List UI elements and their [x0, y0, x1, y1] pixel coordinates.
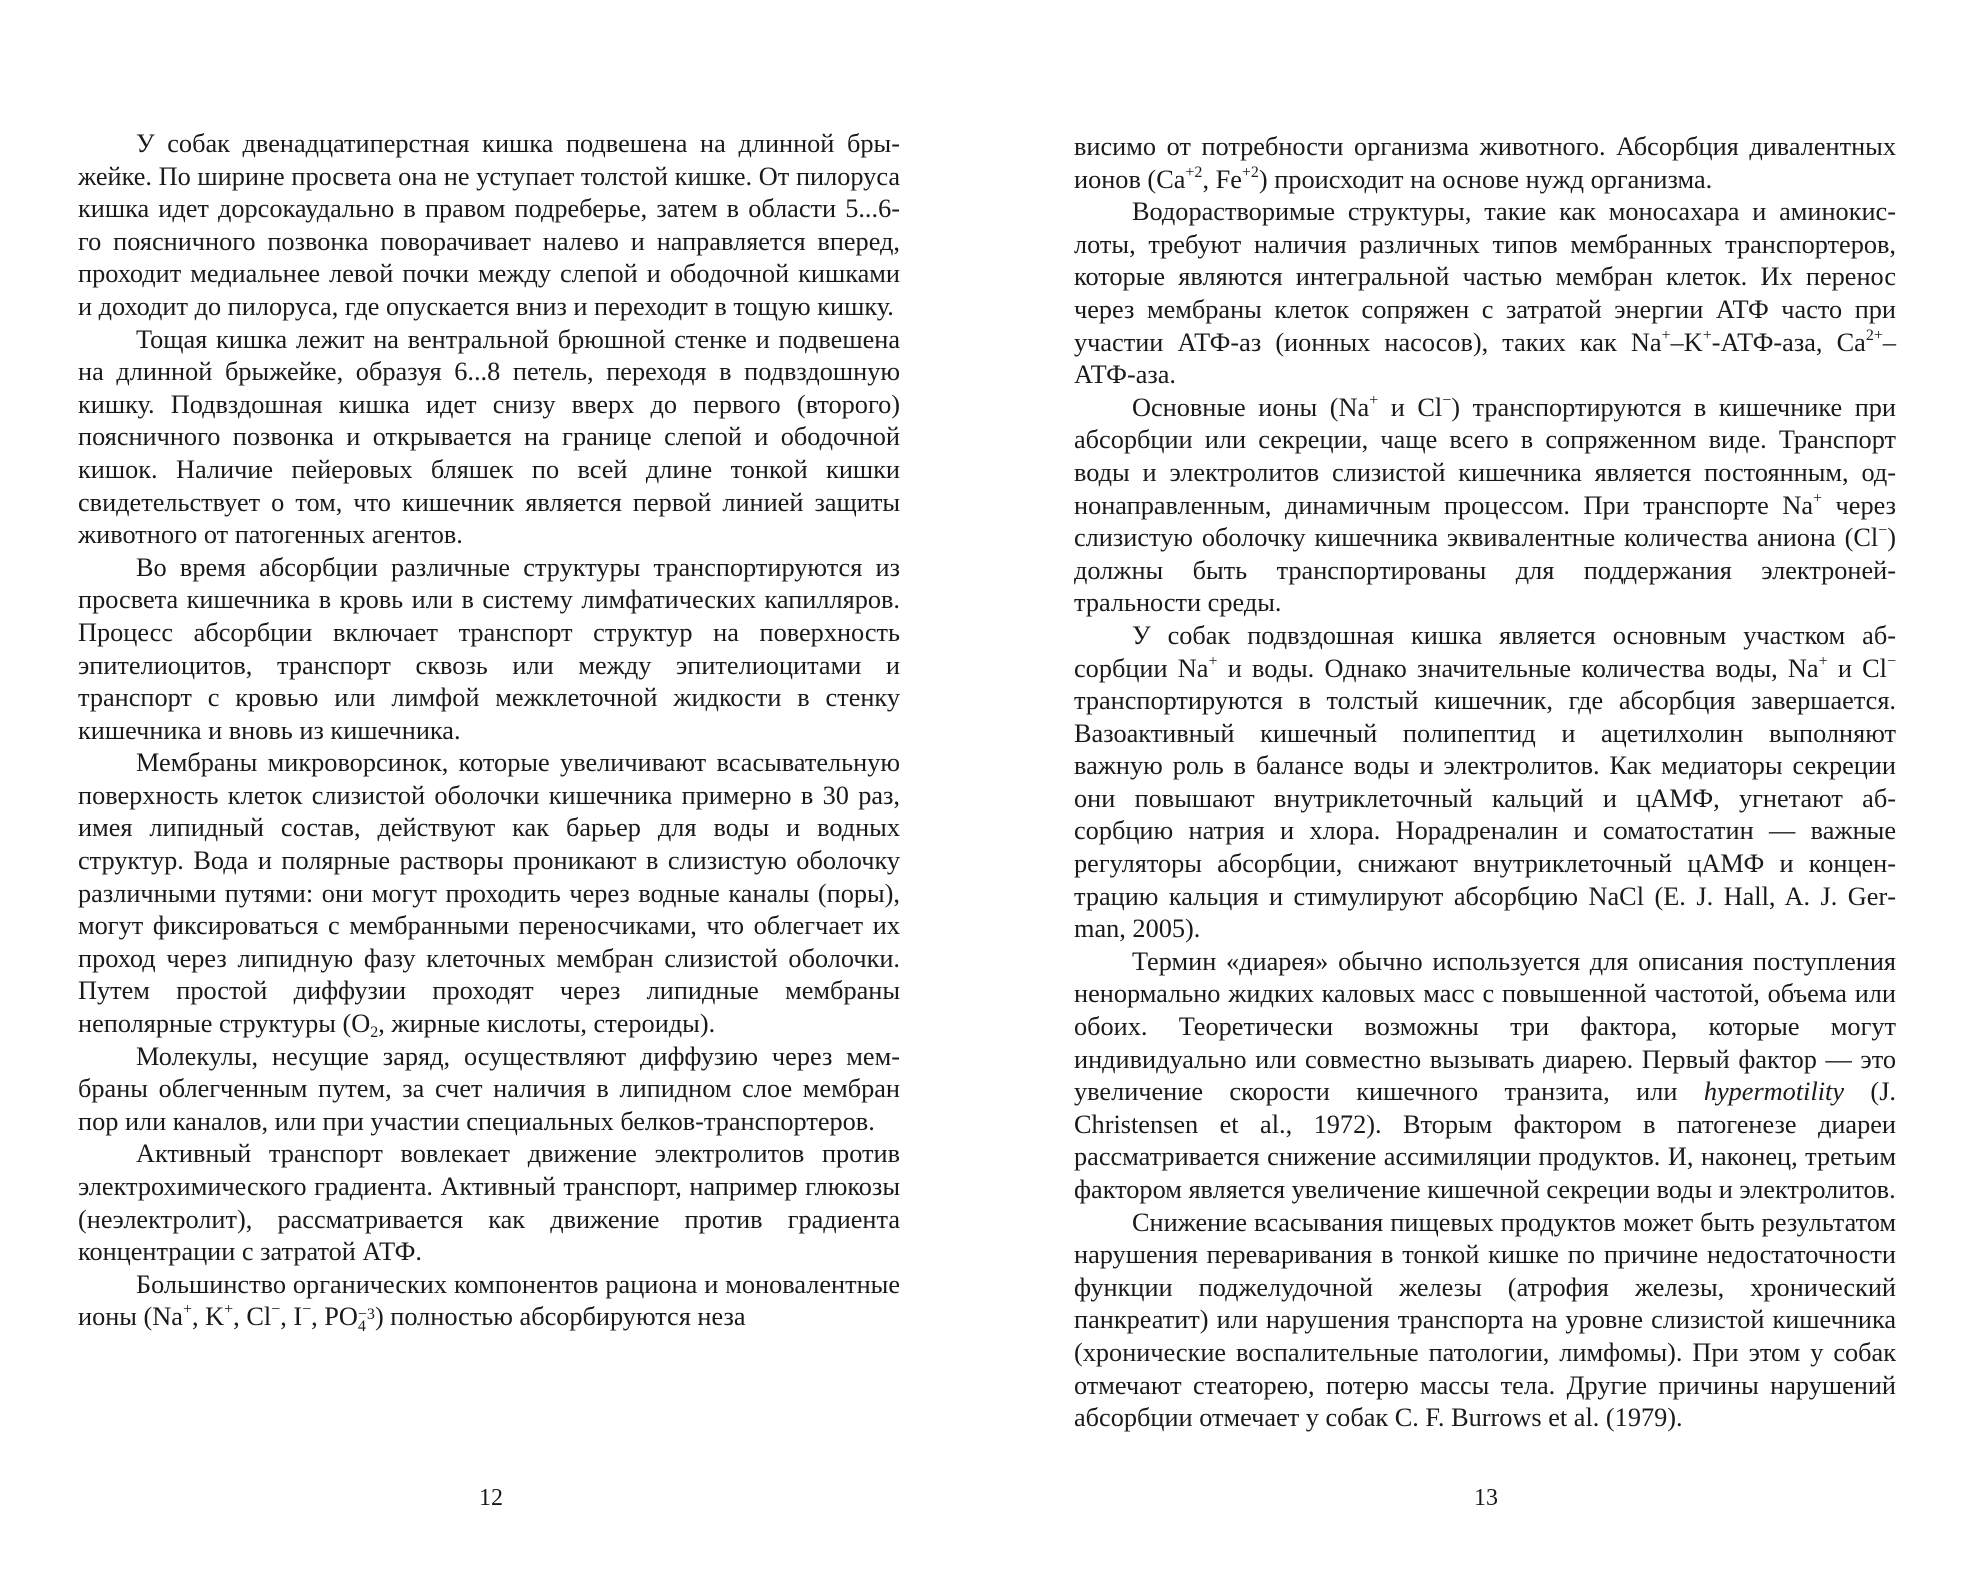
- superscript: −: [1442, 391, 1452, 409]
- page-number-right: 13: [1474, 1485, 1498, 1511]
- text-run: ) должны быть транспортированы для поддержания электронейтральности среды.: [1074, 523, 1896, 618]
- text-run: ) полностью абсорбируются неза: [374, 1302, 746, 1332]
- superscript: −: [271, 1301, 281, 1319]
- superscript: +: [1818, 652, 1828, 670]
- text-run: через слизистую оболочку кишечника эквивалентные количества аниона (Cl: [1074, 490, 1896, 553]
- text-run: У собак подвздошная кишка является основным участком абсорбции Na: [1074, 620, 1896, 683]
- text-run: транспортируются в толстый кишечник, где абсорбция завершается. Вазоактивный кишечный полипептид и ацетилхолин выполняют важную роль в балансе воды и электролитов. Как медиаторы секреции они повышают внутриклеточный кальций и цАМФ, угнетают абсорбцию натрия и хлора. Норадреналин и соматостатин — важные регуляторы абсорбции, снижают внутриклеточный цАМФ и концентрацию кальция и стимулируют абсорбцию NaCl (E. J. Hall, A. J. German, 2005).: [1074, 686, 1896, 944]
- text-run: висимо от потребности организма животного. Абсорбция дивалентных ионов (Ca: [1074, 132, 1896, 194]
- superscript: +: [1661, 326, 1671, 344]
- left-paragraph-7: [78, 1269, 900, 1334]
- superscript: −: [302, 1301, 312, 1319]
- phosphate-index-stack: [357, 1306, 375, 1336]
- left-paragraph-1: У собак двенадцатиперстная кишка подвешена на длинной брыжейке. По ширине просвета она не уступает толстой кишке. От пилоруса кишка идет дорсокаудально в правом подреберье, затем в области 5...6-го поясничного позвонка поворачивает налево и направляется вперед, проходит медиальнее левой почки между слепой и ободочной кишками и доходит до пилоруса, где опускается вниз и переходит в тощую кишку.: [78, 129, 900, 321]
- text-run: , жирные кислоты, стероиды).: [378, 1009, 716, 1039]
- right-paragraph-4: [1074, 620, 1896, 946]
- text-run: Большинство органических компонентов рациона и моновалентные ионы (Na: [78, 1269, 900, 1332]
- superscript: +: [224, 1301, 234, 1319]
- text-run: и Cl: [1827, 653, 1887, 683]
- text-run: , PO: [311, 1302, 358, 1332]
- right-page: [1074, 131, 1896, 1435]
- superscript: +: [1208, 652, 1218, 670]
- superscript: +2: [1241, 163, 1259, 181]
- superscript: −: [1878, 522, 1888, 540]
- text-run: Основные ионы (Na: [1132, 392, 1370, 422]
- superscript: +2: [1185, 163, 1203, 181]
- superscript: −: [1886, 652, 1896, 670]
- text-run: и воды. Однако значительные количества воды, Na: [1217, 653, 1819, 683]
- italic-term: hypermotility: [1703, 1077, 1845, 1107]
- right-paragraph-6: Снижение всасывания пищевых продуктов может быть результатом нарушения переваривания в тонкой кишке по причине недостаточности функции поджелудочной железы (атрофия железы, хронический панкреатит) или нарушения транспорта на уровне слизистой кишечника (хронические воспалительные патологии, лимфомы). При этом у собак отмечают стеаторею, потерю массы тела. Другие причины нарушений абсорбции отмечает у собак C. F. Burrows et al. (1979).: [1074, 1207, 1896, 1433]
- subscript: 2: [370, 1024, 379, 1042]
- superscript: +: [1813, 489, 1823, 507]
- superscript: +: [1702, 326, 1712, 344]
- left-paragraph-6: Активный транспорт вовлекает движение электролитов против электрохимического градиента. Активный транспорт, например глюкозы (неэлектролит), рассматривается как движение против градиента концентрации с затратой АТФ.: [78, 1139, 900, 1267]
- text-run: , Fe: [1202, 164, 1242, 194]
- page-number-left: 12: [479, 1485, 503, 1511]
- text-run: Термин «диарея» обычно используется для описания поступления ненормально жидких каловых масс с повышенной частотой, объема или обоих. Теоретически возможны три фактора, которые могут индивидуально или совместно вызывать диарею. Первый фактор — это увеличение скорости кишечного транзита, или: [1074, 946, 1896, 1107]
- superscript: +: [1369, 391, 1379, 409]
- stack-bottom: 4: [357, 1318, 366, 1336]
- left-paragraph-5: Молекулы, несущие заряд, осуществляют диффузию через мембраны облегченным путем, за счет наличия в липидном слое мембран пор или каналов, или при участии специальных белков-транспортеров.: [78, 1041, 900, 1136]
- right-paragraph-2: [1074, 196, 1896, 392]
- text-run: ) происходит на основе нужд организма.: [1258, 164, 1713, 194]
- stack-top: −3: [357, 1306, 375, 1324]
- text-run: и Cl: [1378, 392, 1443, 422]
- text-run: -АТФ-аза, Ca: [1711, 327, 1866, 357]
- left-paragraph-2: Тощая кишка лежит на вентральной брюшной стенке и подвешена на длинной брыжейке, образуя 6...8 петель, переходя в подвздошную кишку. Подвздошная кишка идет снизу вверх до первого (второго) поясничного позвонка и открывается на границе слепой и ободочной кишок. Наличие пейеровых бляшек по всей длине тонкой кишки свидетельствует о том, что кишечник является первой линией защиты животного от патогенных агентов.: [78, 324, 900, 550]
- text-run: (J. Christensen et al., 1972). Вторым фактором в патогенезе диареи рассматривается снижение ассимиляции продуктов. И, наконец, третьим фактором является увеличение кишечной секреции воды и электролитов.: [1074, 1077, 1897, 1204]
- right-paragraph-1: [1074, 131, 1896, 196]
- superscript: +: [182, 1301, 192, 1319]
- right-paragraph-5: [1074, 946, 1896, 1207]
- text-run: , K: [192, 1302, 225, 1332]
- text-run: –АТФ-аза.: [1074, 327, 1896, 390]
- text-run: ) транспортируются в кишечнике при абсорбции или секреции, чаще всего в сопряженном виде. Транспорт воды и электролитов слизистой кишечника является постоянным, однонаправленным, динамичным процессом. При транспорте Na: [1074, 392, 1896, 520]
- text-run: Мембраны микроворсинок, которые увеличивают всасывательную поверхность клеток слизистой оболочки кишечника примерно в 30 раз, имея липидный состав, действуют как барьер для воды и водных структур. Вода и полярные растворы проникают в слизистую оболочку различными путями: они могут проходить через водные каналы (поры), могут фиксироваться с мембранными переносчиками, что облегчает их проход через липидную фазу клеточных мембран слизистой оболочки. Путем простой диффузии проходят через липидные мембраны неполярные структуры (O: [78, 748, 900, 1039]
- text-run: , I: [280, 1302, 303, 1332]
- left-paragraph-3: Во время абсорбции различные структуры транспортируются из просвета кишечника в кровь или в систему лимфатических капилляров. Процесс абсорбции включает транспорт структур на поверхность эпителиоцитов, транспорт сквозь или между эпителиоцитами и транспорт с кровью или лимфой межклеточной жидкости в стенку кишечника и вновь из кишечника.: [78, 552, 900, 745]
- left-paragraph-4: [78, 747, 900, 1040]
- text-run: –K: [1670, 327, 1703, 357]
- text-run: , Cl: [233, 1302, 272, 1332]
- text-run: Водорастворимые структуры, такие как моносахара и аминокислоты, требуют наличия различных типов мембранных транспортеров, которые являются интегральной частью мембран клеток. Их перенос через мембраны клеток сопряжен с затратой энергии АТФ часто при участии АТФ-аз (ионных насосов), таких как Na: [1074, 197, 1896, 357]
- superscript: 2+: [1865, 326, 1883, 344]
- left-page: [78, 128, 900, 1334]
- right-paragraph-3: [1074, 392, 1896, 620]
